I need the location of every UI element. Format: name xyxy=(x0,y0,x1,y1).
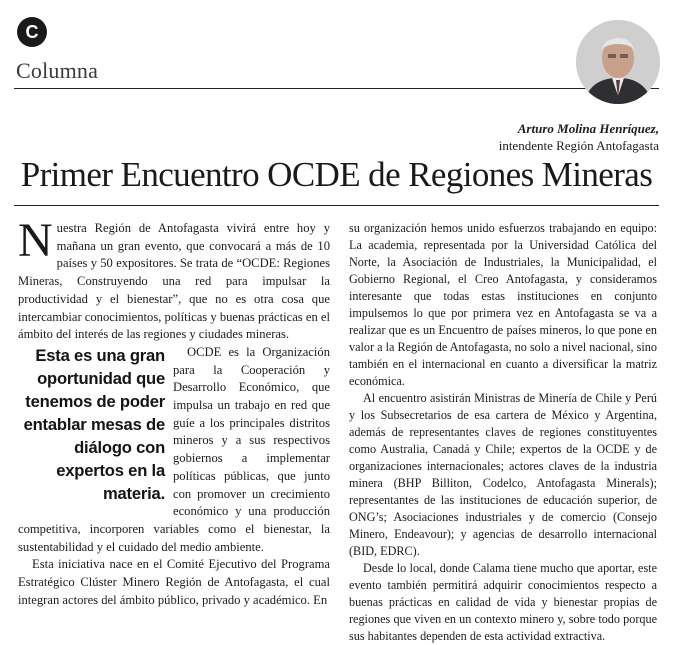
paragraph-3: Esta iniciativa nace en el Comité Ejecutivo del Programa Estratégico Clúster Minero Región de Antofagasta, el cual integran actores del ámbito público, privado y académico. En xyxy=(18,557,330,607)
paragraph-1 xyxy=(18,214,330,344)
paragraph-5: Desde lo local, donde Calama tiene mucho que aportar, este evento también permitirá adquirir conocimientos respecto a buenas prácticas en calidad de vida y bienestar propias de regiones que viven en un contexto minero y, sobre todo porque sus habitantes dependen de esta actividad extractiva. xyxy=(349,561,657,643)
headline: Primer Encuentro OCDE de Regiones Mineras xyxy=(20,155,653,194)
pull-quote: Esta es una gran oportunidad que tenemos de poder entablar mesas de diálogo con expertos en la materia. xyxy=(23,345,165,503)
drop-cap: N xyxy=(18,214,53,267)
article-column-right xyxy=(349,220,657,645)
author-photo xyxy=(576,20,660,104)
paragraph-4: Al encuentro asistirán Ministras de Minería de Chile y Perú y los Subsecretarios de esa cartera de México y Argentina, además de representantes claves de regiones constituyentes como Australia, Canadá y Chile; expertos de la OCDE y de organizaciones internacionales; actores claves de la industria minera (BHP Billiton, Codelco, Antofagasta Minerals); representantes de las instituciones de educación superior, de ONG’s; Asociaciones industriales y de comercio (Consejo Minero, Endeavour); y agencias de desarrollo internacional (BID, EDRC). xyxy=(349,391,657,558)
paragraph-3-continued: su organización hemos unido esfuerzos trabajando en equipo: La academia, representada por la Universidad Católica del Norte, la Asociación de Industriales, la Municipalidad, el Gobierno Regional, el Creo Antofagasta, y consideramos interesante que todas estas instituciones en conjunto impulsemos lo que por primera vez en Antofagasta se va a realizar que es un Encuentro de países mineros, lo que pone en valor a la Región de Antofagasta, no solo a nivel nacional, sino también en el internacional en cuanto a diversificar la matriz económica. xyxy=(349,221,657,388)
paragraph-1-text: uestra Región de Antofagasta vivirá entre hoy y mañana un gran evento, que convocará a más de 10 países y 50 expositores. Se trata de “OCDE: Regiones Mineras, Construyendo una red para impulsar la productividad y el bienestar”, que no es otra cosa que intercambiar conocimientos, políticas y buenas prácticas en el ámbito del interés de las regiones y ciudades mineras. xyxy=(18,221,330,342)
section-label: Columna xyxy=(16,58,99,83)
headline-rule xyxy=(14,205,659,206)
author-name: Arturo Molina Henríquez, xyxy=(517,121,659,136)
author-role: intendente Región Antofagasta xyxy=(498,138,659,153)
article-column-left xyxy=(18,214,330,609)
header-rule xyxy=(14,88,659,89)
column-badge: C xyxy=(17,17,47,47)
paragraph-2: OCDE es la Organización para la Cooperación y Desarrollo Económico, que impulsa un trabajo en red que guíe a los principales distritos mineros y a sus respectivos gobiernos a implementar políticas públicas, que junto con promover un crecimiento económico y una producción competitiva, incorporen variables como el bienestar, la sustentabilidad y el cuidado del medio ambiente. xyxy=(18,344,330,554)
byline xyxy=(499,120,659,154)
